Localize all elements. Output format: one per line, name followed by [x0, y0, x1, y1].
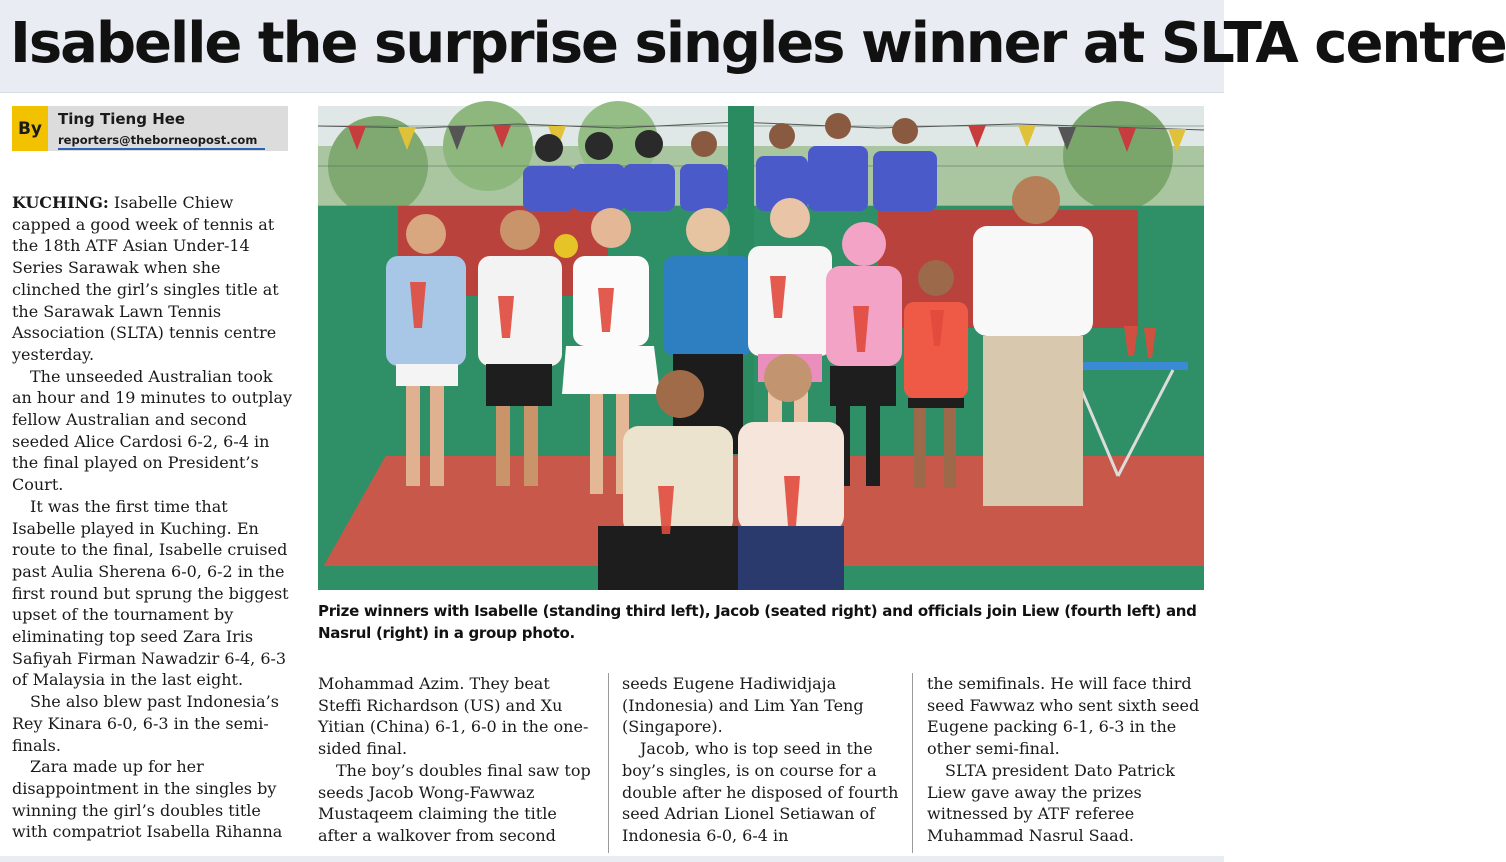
byline: [12, 106, 288, 151]
article-column-1: [12, 192, 294, 843]
byline-by-label: By: [12, 106, 48, 151]
group-photo: [318, 106, 1204, 590]
dateline: KUCHING:: [12, 193, 109, 212]
article-column-4: [927, 673, 1209, 847]
paragraph: It was the first time that Isabelle played in Kuching. En route to the final, Isabelle cruised past Aulia Sherena 6-0, 6-2 in the first round but sprung the biggest upset of the tournament by eliminating top seed Zara Iris Safiyah Firman Nawadzir 6-4, 6-3 of Malaysia in the last eight.: [12, 496, 289, 690]
headline: Isabelle the surprise singles winner at SLTA centre: [10, 11, 1506, 76]
paragraph: [12, 192, 294, 366]
photo-caption: Prize winners with Isabelle (standing third left), Jacob (seated right) and officials join Liew (fourth left) and Nasrul (right) in a group photo.: [318, 602, 1197, 642]
paragraph: Zara made up for her disappointment in the singles by winning the girl’s doubles title with compatriot Isabella Rihanna: [12, 757, 283, 842]
page-bottom-strip: [0, 856, 1224, 862]
paragraph: Mohammad Azim. They beat Steffi Richardson (US) and Xu Yitian (China) 6-1, 6-0 in the one-sided final.: [318, 674, 589, 759]
byline-email[interactable]: reporters@theborneopost.com: [58, 132, 265, 150]
paragraph: The unseeded Australian took an hour and 19 minutes to outplay fellow Australian and second seeded Alice Cardosi 6-2, 6-4 in the final played on President’s Court.: [12, 366, 293, 495]
headline-bar: [0, 0, 1506, 93]
group-photo-illustration: [318, 106, 1204, 590]
article-column-3: [622, 673, 900, 847]
paragraph: the semifinals. He will face third seed Fawwaz who sent sixth seed Eugene packing 6-1, 6-3 in the other semi-final.: [927, 674, 1200, 759]
column-divider: [608, 673, 609, 853]
paragraph-text: Isabelle Chiew capped a good week of tennis at the 18th ATF Asian Under-14 Series Sarawak when she clinched the girl’s singles title at the Sarawak Lawn Tennis Association (SLTA) tennis centre yesterday.: [12, 193, 279, 364]
byline-author: Ting Tieng Hee: [58, 110, 186, 128]
article-column-2: [318, 673, 596, 847]
paragraph: The boy’s doubles final saw top seeds Jacob Wong-Fawwaz Mustaqeem claiming the title after a walkover from second: [318, 760, 591, 845]
paragraph: She also blew past Indonesia’s Rey Kinara 6-0, 6-3 in the semi-finals.: [12, 692, 279, 755]
paragraph: SLTA president Dato Patrick Liew gave away the prizes witnessed by ATF referee Muhammad Nasrul Saad.: [927, 760, 1175, 845]
paragraph: seeds Eugene Hadiwidjaja (Indonesia) and Lim Yan Teng (Singapore).: [622, 674, 864, 737]
paragraph: Jacob, who is top seed in the boy’s singles, is on course for a double after he disposed of fourth seed Adrian Lionel Setiawan of Indonesia 6-0, 6-4 in: [622, 739, 899, 845]
column-divider: [912, 673, 913, 853]
byline-text: [48, 106, 265, 151]
